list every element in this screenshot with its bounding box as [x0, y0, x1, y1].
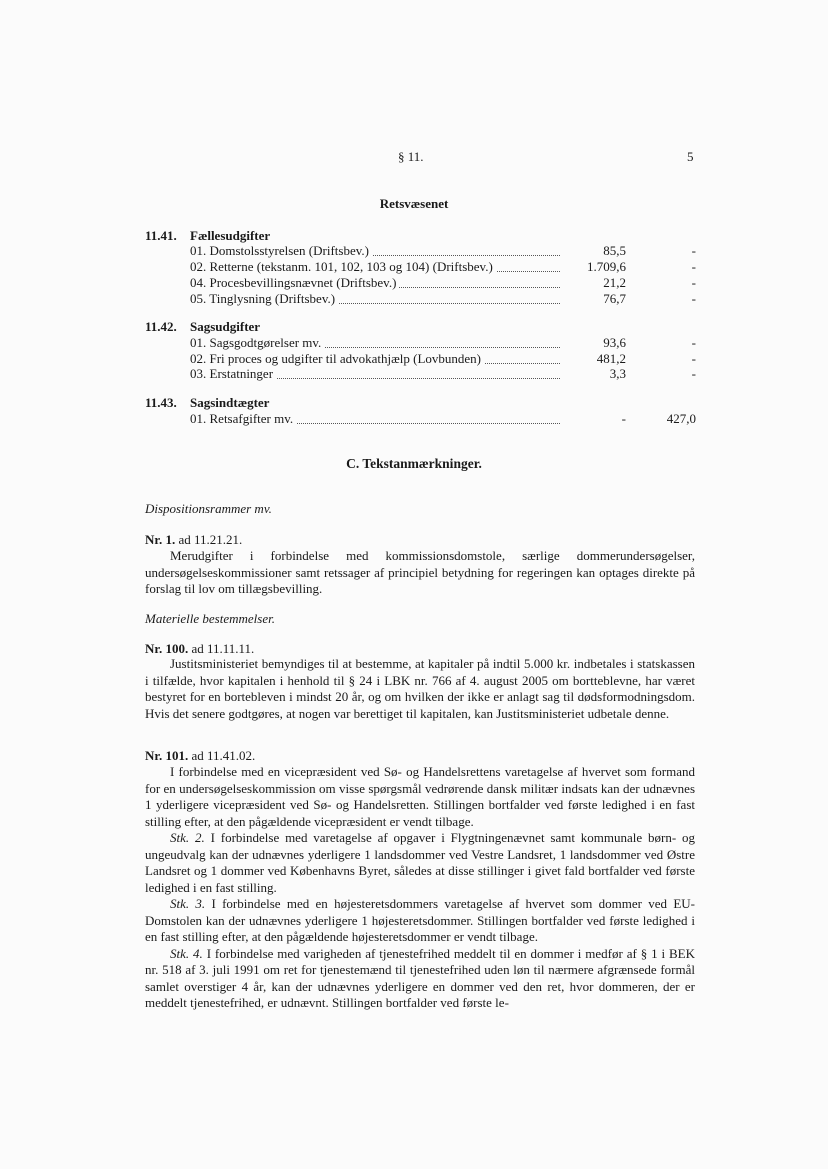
stk-paragraph	[145, 946, 695, 1012]
budget-line	[190, 351, 560, 367]
budget-value-2: -	[691, 335, 696, 350]
stk-label: Stk. 3.	[170, 896, 206, 911]
budget-line	[190, 366, 560, 382]
budget-line-label: 04. Procesbevillingsnævnet (Driftsbev.)	[190, 275, 399, 290]
budget-line-label: 03. Erstatninger	[190, 366, 276, 381]
budget-value-1: 1.709,6	[587, 259, 626, 274]
budget-line-label: 01. Domstolsstyrelsen (Driftsbev.)	[190, 243, 372, 258]
budget-value-1: 3,3	[609, 366, 626, 381]
group-code: 11.42.	[145, 319, 177, 334]
budget-line	[190, 243, 560, 259]
group-code: 11.41.	[145, 228, 177, 243]
group-name: Sagsindtægter	[190, 395, 270, 410]
stk-text: I forbindelse med varigheden af tjenestefrihed meddelt til en dommer i medfør af § 1 i BEK nr. 518 af 3. juli 1991 om ret for tjenestemænd til tjenestefrihed uden løn til nærmere afgrænsede formål samlet overstiger 4 år, kan der udnævnes yderligere en dommer ved den ret, hvor dommeren, der er meddelt tjenestefrihed, er udnævnt. Stillingen bortfalder ved første le-	[145, 945, 696, 1010]
note-number: Nr. 100.	[145, 641, 189, 656]
budget-value-1: -	[621, 411, 626, 426]
budget-value-1: 93,6	[603, 335, 626, 350]
note-paragraph	[145, 764, 695, 1012]
stk-paragraph	[145, 830, 695, 896]
stk-label: Stk. 4.	[170, 945, 203, 961]
budget-line-label: 01. Sagsgodtgørelser mv.	[190, 335, 324, 350]
section-header: § 11.	[398, 149, 424, 164]
subsection-heading: Dispositionsrammer mv.	[145, 501, 272, 516]
note-number: Nr. 1.	[145, 532, 176, 547]
note-reference: ad 11.11.11.	[191, 641, 255, 656]
group-name: Fællesudgifter	[190, 228, 271, 243]
budget-value-2: -	[691, 243, 696, 258]
note-paragraph	[145, 548, 695, 598]
budget-line-label: 05. Tinglysning (Driftsbev.)	[190, 291, 338, 306]
budget-line	[190, 291, 560, 307]
budget-value-1: 21,2	[603, 275, 626, 290]
budget-value-2: -	[691, 259, 696, 274]
note-number-line	[145, 532, 242, 548]
budget-line-label: 02. Retterne (tekstanm. 101, 102, 103 og 104) (Driftsbev.)	[190, 259, 496, 274]
note-text: I forbindelse med en vicepræsident ved Sø- og Handelsrettens varetagelse af hvervet som formand for en undersøgelseskommission om visse spørgsmål vedrørende dansk militær indsats kan der udnævnes 1 yderligere vicepræsident ved Sø- og Handelsretten. Stillingen bortfalder ved første ledighed i en fast stilling efter, at den pågældende vicepræsident er vendt tilbage.	[145, 764, 695, 829]
note-number-line	[145, 748, 255, 764]
budget-line-label: 02. Fri proces og udgifter til advokathjælp (Lovbunden)	[190, 351, 484, 366]
note-number: Nr. 101.	[145, 748, 189, 763]
budget-value-1: 85,5	[603, 243, 626, 258]
stk-label: Stk. 2.	[170, 830, 205, 845]
group-code: 11.43.	[145, 395, 177, 410]
note-reference: ad 11.41.02.	[191, 748, 256, 763]
stk-text: I forbindelse med varetagelse af opgaver i Flygtningenævnet samt kommunale børn- og ungeudvalg kan der udnævnes yderligere 1 landsdommer ved Vestre Landsret, 1 landsdommer ved Østre Landsret og 1 dommer ved Københavns Byret, således at disse stillinger i givet fald bortfalder ved første ledighed i en fast stilling.	[145, 830, 696, 895]
subsection-heading: Materielle bestemmelser.	[145, 611, 275, 626]
note-number-line	[145, 641, 254, 657]
page-number: 5	[687, 149, 694, 164]
stk-paragraph	[145, 896, 695, 946]
budget-line-label: 01. Retsafgifter mv.	[190, 411, 296, 426]
budget-value-2: 427,0	[666, 411, 696, 426]
note-text: Justitsministeriet bemyndiges til at bestemme, at kapitaler på indtil 5.000 kr. indbetales i statskassen i tilfælde, hvor kapitalen i henhold til § 24 i LBK nr. 766 af 4. august 2005 om bortteblevne, har været bestyret for en bortebleven i mindst 20 år, og om hvilken der ikke er anlagt sag til dødsformodningsdom. Hvis det senere godtgøres, at nogen var berettiget til kapitalen, kan Justitsministeriet udbetale denne.	[145, 656, 695, 721]
budget-line	[190, 275, 560, 291]
budget-value-2: -	[691, 366, 696, 381]
note-paragraph	[145, 656, 695, 722]
budget-value-1: 76,7	[603, 291, 626, 306]
budget-line	[190, 335, 560, 351]
budget-value-1: 481,2	[596, 351, 626, 366]
page-title: Retsvæsenet	[379, 196, 449, 211]
budget-line	[190, 411, 560, 427]
note-text: Merudgifter i forbindelse med kommissionsdomstole, særlige dommerundersøgelser, undersøgelseskommissioner samt retssager af principiel betydning for regeringen kan optages direkte på forslag til lov om tillægsbevilling.	[145, 548, 695, 596]
budget-line	[190, 259, 560, 275]
stk-text: I forbindelse med en højesteretsdommers varetagelse af hvervet som dommer ved EU-Domstolen kan der udnævnes yderligere 1 højesteretsdommer. Stillingen bortfalder ved første ledighed i en fast stilling efter, at den pågældende højesteretsdommer er vendt tilbage.	[145, 896, 696, 944]
group-name: Sagsudgifter	[190, 319, 261, 334]
section-heading: C. Tekstanmærkninger.	[346, 456, 482, 471]
budget-value-2: -	[691, 351, 696, 366]
note-reference: ad 11.21.21.	[178, 532, 243, 547]
budget-value-2: -	[691, 291, 696, 306]
budget-value-2: -	[691, 275, 696, 290]
